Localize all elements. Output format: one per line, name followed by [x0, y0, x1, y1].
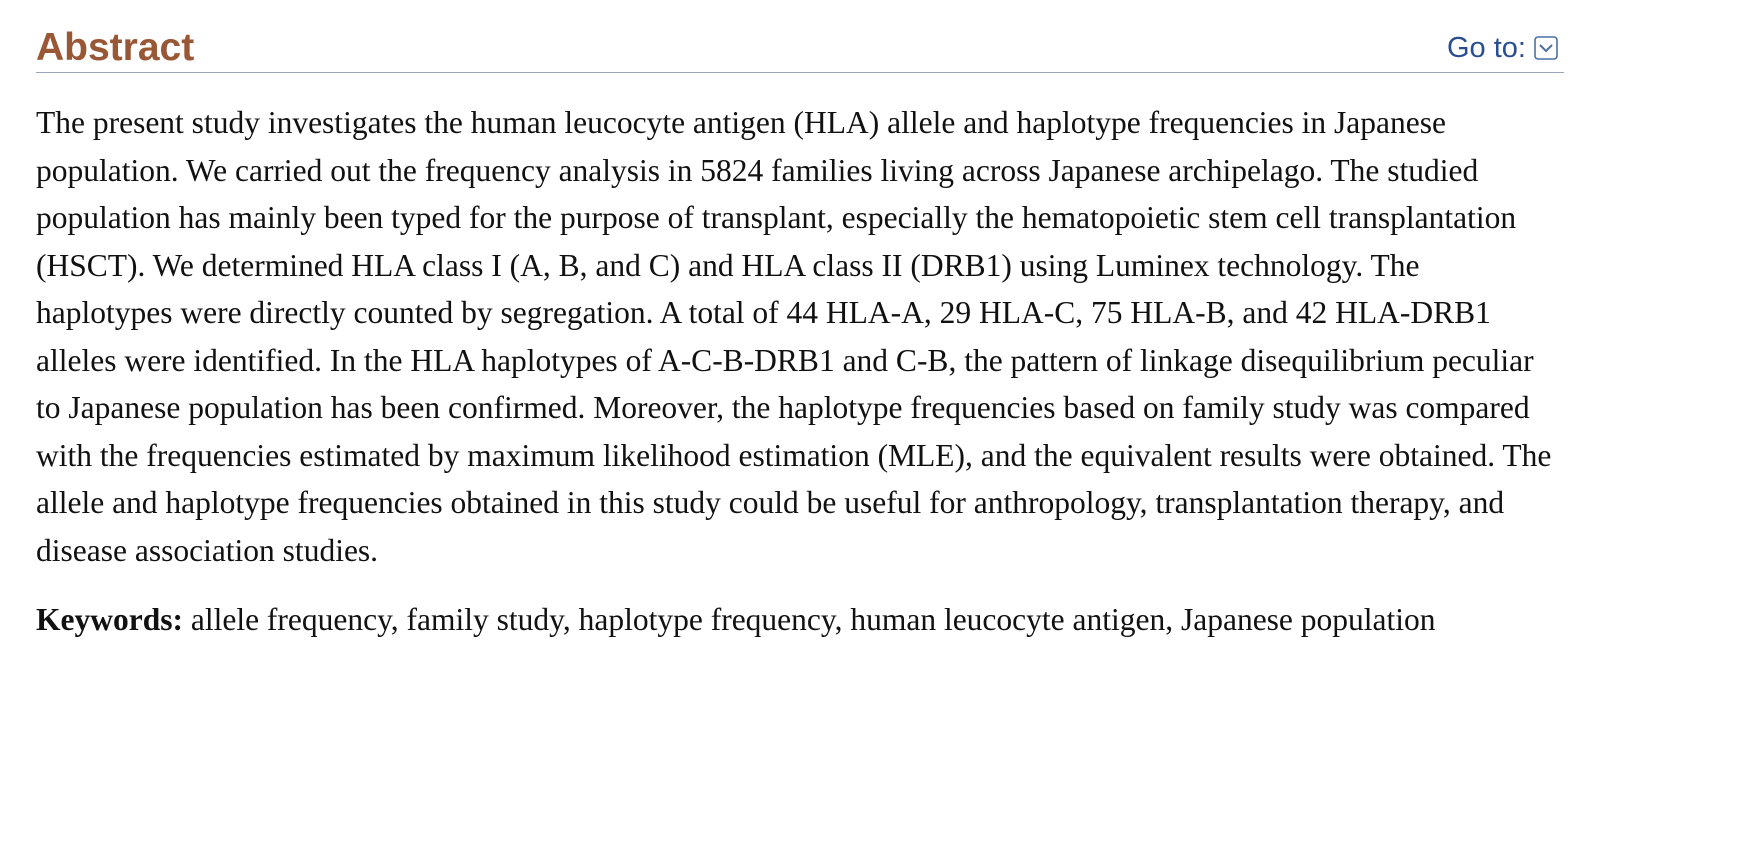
section-header — [36, 26, 1564, 73]
chevron-down-icon[interactable] — [1534, 36, 1558, 60]
goto-menu[interactable] — [1447, 32, 1558, 64]
keywords-label: Keywords: — [36, 602, 183, 637]
goto-label[interactable]: Go to: — [1447, 32, 1526, 64]
keywords — [36, 596, 1556, 644]
keywords-text: allele frequency, family study, haplotype frequency, human leucocyte antigen, Japanese population — [190, 602, 1436, 637]
section-title: Abstract — [36, 26, 195, 69]
abstract-text: The present study investigates the human leucocyte antigen (HLA) allele and haplotype frequencies in Japanese population. We carried out the frequency analysis in 5824 families living across Japanese archipelago. The studied population has mainly been typed for the purpose of transplant, especially the hematopoietic stem cell transplantation (HSCT). We determined HLA class I (A, B, and C) and HLA class II (DRB1) using Luminex technology. The haplotypes were directly counted by segregation. A total of 44 HLA-A, 29 HLA-C, 75 HLA-B, and 42 HLA-DRB1 alleles were identified. In the HLA haplotypes of A-C-B-DRB1 and C-B, the pattern of linkage disequilibrium peculiar to Japanese population has been confirmed. Moreover, the haplotype frequencies based on family study was compared with the frequencies estimated by maximum likelihood estimation (MLE), and the equivalent results were obtained. The allele and haplotype frequencies obtained in this study could be useful for anthropology, transplantation therapy, and disease association studies. — [36, 105, 1552, 568]
